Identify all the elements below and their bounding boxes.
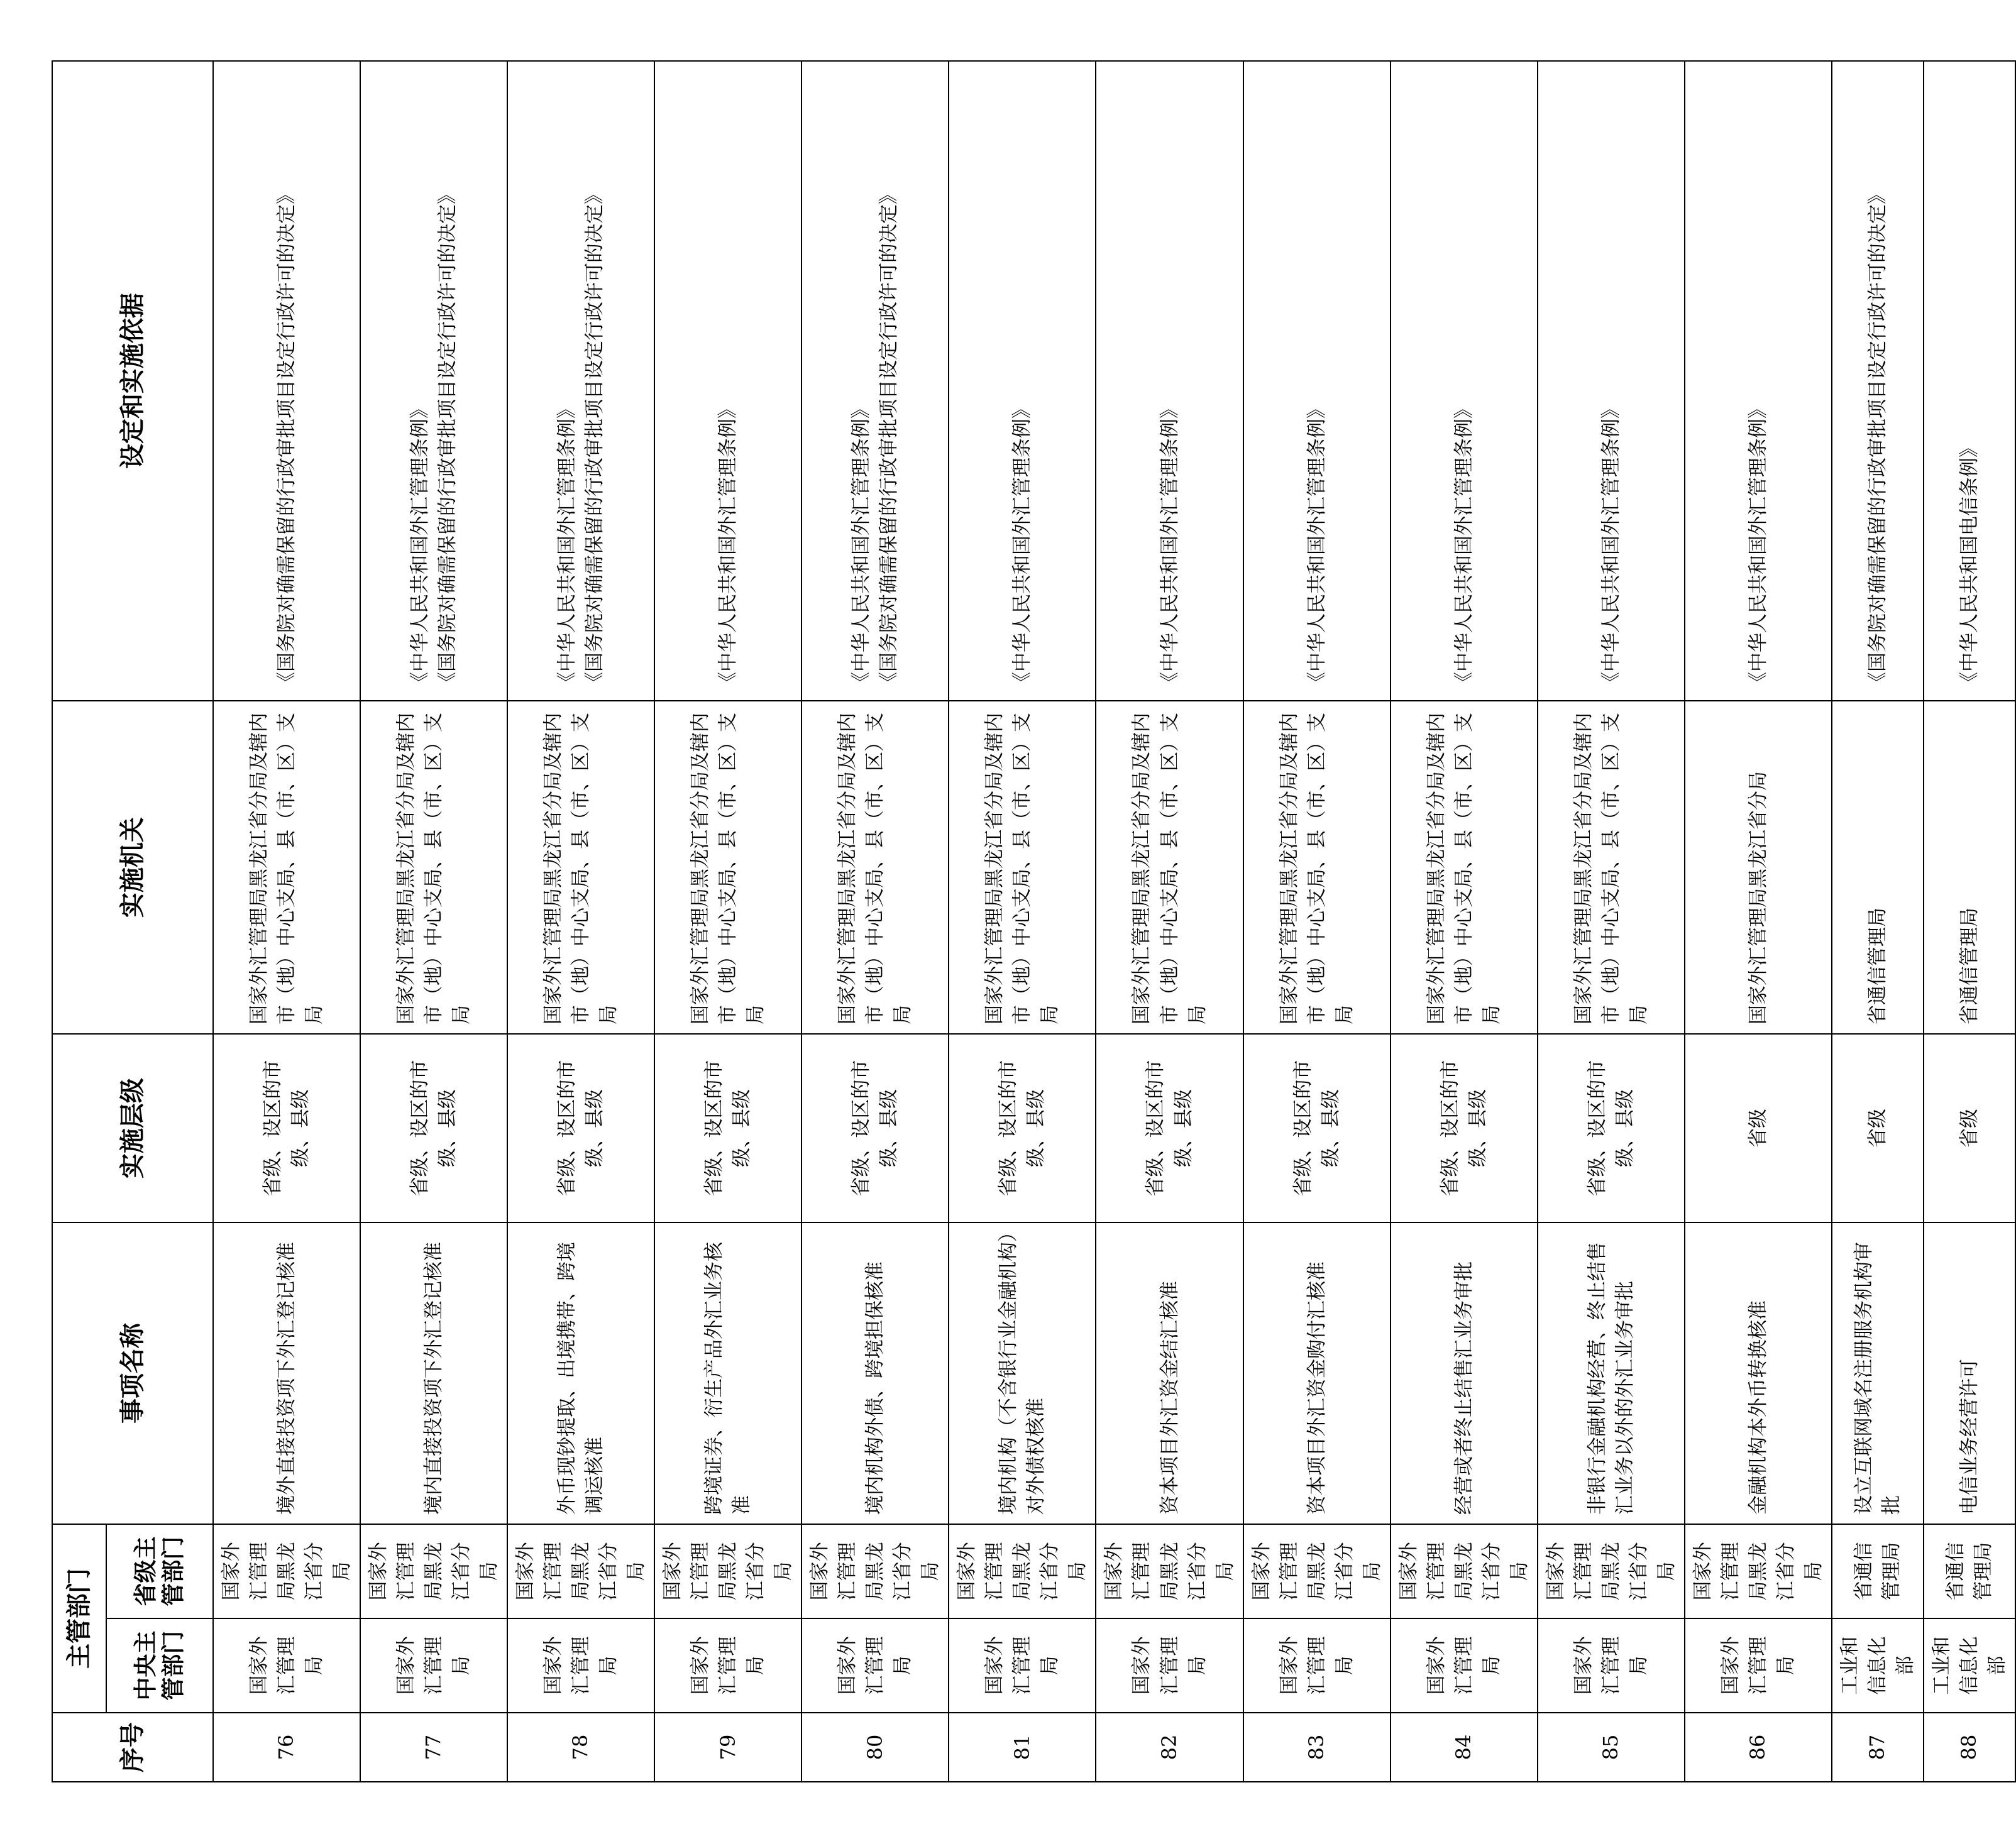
agency-cell: 国家外汇管理局黑龙江省分局及辖内市（地）中心支局、县（市、区）支局 xyxy=(1243,701,1391,1034)
basis-cell xyxy=(654,61,801,701)
table-row xyxy=(1685,61,1832,1782)
basis-line: 《中华人民共和国外汇管理条例》 xyxy=(1599,399,1622,691)
header-level: 实施层级 xyxy=(52,1034,213,1222)
agency-cell: 国家外汇管理局黑龙江省分局及辖内市（地）中心支局、县（市、区）支局 xyxy=(360,701,507,1034)
table-row xyxy=(213,61,360,1782)
table-row xyxy=(507,61,654,1782)
agency-cell: 国家外汇管理局黑龙江省分局及辖内市（地）中心支局、县（市、区）支局 xyxy=(1391,701,1538,1034)
header-agency: 实施机关 xyxy=(52,701,213,1034)
agency-cell: 省通信管理局 xyxy=(1832,701,1924,1034)
item-name-cell: 资本项目外汇资金结汇核准 xyxy=(1096,1222,1243,1524)
basis-cell xyxy=(801,61,949,701)
row-number: 88 xyxy=(1924,1713,2015,1782)
item-name-cell: 金融机构本外币转换核准 xyxy=(1685,1222,1832,1524)
row-number: 85 xyxy=(1538,1713,1685,1782)
basis-line: 《国务院对确需保留的行政审批项目设定行政许可的决定》 xyxy=(436,185,460,691)
basis-line: 《中华人民共和国外汇管理条例》 xyxy=(1011,399,1034,691)
central-dept-cell: 工业和信息化部 xyxy=(1924,1618,2015,1713)
header-basis: 设定和实施依据 xyxy=(52,61,213,701)
row-number: 79 xyxy=(654,1713,801,1782)
row-number: 81 xyxy=(949,1713,1096,1782)
table-row xyxy=(949,61,1096,1782)
basis-line: 《中华人民共和国外汇管理条例》 xyxy=(717,399,740,691)
basis-line: 《中华人民共和国外汇管理条例》 xyxy=(1158,399,1181,691)
item-name-cell: 电信业务经营许可 xyxy=(1924,1222,2015,1524)
item-name-cell: 境外直接投资项下外汇登记核准 xyxy=(213,1222,360,1524)
item-name-cell: 境内机构（不含银行业金融机构）对外债权核准 xyxy=(949,1222,1096,1524)
permit-table xyxy=(52,60,2016,1782)
provincial-dept-cell: 国家外汇管理局黑龙江省分局 xyxy=(213,1524,360,1618)
basis-cell xyxy=(949,61,1096,701)
central-dept-cell: 国家外汇管理局 xyxy=(1096,1618,1243,1713)
level-cell: 省级 xyxy=(1924,1034,2015,1222)
row-number: 77 xyxy=(360,1713,507,1782)
table-row xyxy=(1832,61,1924,1782)
basis-cell xyxy=(507,61,654,701)
item-name-cell: 非银行金融机构经营、终止结售汇业务以外的外汇业务审批 xyxy=(1538,1222,1685,1524)
provincial-dept-cell: 省通信管理局 xyxy=(1924,1524,2015,1618)
table-row xyxy=(801,61,949,1782)
level-cell: 省级、设区的市级、县级 xyxy=(213,1034,360,1222)
row-number: 83 xyxy=(1243,1713,1391,1782)
provincial-dept-cell: 国家外汇管理局黑龙江省分局 xyxy=(1391,1524,1538,1618)
basis-line: 《国务院对确需保留的行政审批项目设定行政许可的决定》 xyxy=(275,185,299,691)
table-row xyxy=(1096,61,1243,1782)
provincial-dept-cell: 国家外汇管理局黑龙江省分局 xyxy=(801,1524,949,1618)
header-seq: 序号 xyxy=(52,1713,213,1782)
basis-cell xyxy=(213,61,360,701)
row-number: 87 xyxy=(1832,1713,1924,1782)
provincial-dept-cell: 省通信管理局 xyxy=(1832,1524,1924,1618)
provincial-dept-cell: 国家外汇管理局黑龙江省分局 xyxy=(1243,1524,1391,1618)
central-dept-cell: 国家外汇管理局 xyxy=(949,1618,1096,1713)
central-dept-cell: 国家外汇管理局 xyxy=(507,1618,654,1713)
row-number: 76 xyxy=(213,1713,360,1782)
provincial-dept-cell: 国家外汇管理局黑龙江省分局 xyxy=(1685,1524,1832,1618)
basis-line: 《国务院对确需保留的行政审批项目设定行政许可的决定》 xyxy=(583,185,607,691)
table-row xyxy=(654,61,801,1782)
central-dept-cell: 国家外汇管理局 xyxy=(654,1618,801,1713)
item-name-cell: 资本项目外汇资金购付汇核准 xyxy=(1243,1222,1391,1524)
central-dept-cell: 国家外汇管理局 xyxy=(1391,1618,1538,1713)
basis-line: 《中华人民共和国外汇管理条例》 xyxy=(1305,399,1328,691)
header-item: 事项名称 xyxy=(52,1222,213,1524)
row-number: 80 xyxy=(801,1713,949,1782)
header-central: 中央主管部门 xyxy=(106,1618,213,1713)
header-provincial: 省级主管部门 xyxy=(106,1524,213,1618)
central-dept-cell: 国家外汇管理局 xyxy=(1538,1618,1685,1713)
item-name-cell: 境内机构外债、跨境担保核准 xyxy=(801,1222,949,1524)
provincial-dept-cell: 国家外汇管理局黑龙江省分局 xyxy=(1538,1524,1685,1618)
item-name-cell: 设立互联网域名注册服务机构审批 xyxy=(1832,1222,1924,1524)
central-dept-cell: 工业和信息化部 xyxy=(1832,1618,1924,1713)
agency-cell: 国家外汇管理局黑龙江省分局及辖内市（地）中心支局、县（市、区）支局 xyxy=(654,701,801,1034)
table-row xyxy=(1391,61,1538,1782)
provincial-dept-cell: 国家外汇管理局黑龙江省分局 xyxy=(654,1524,801,1618)
agency-cell: 国家外汇管理局黑龙江省分局及辖内市（地）中心支局、县（市、区）支局 xyxy=(1538,701,1685,1034)
basis-cell xyxy=(1924,61,2015,701)
table-row xyxy=(1538,61,1685,1782)
level-cell: 省级、设区的市级、县级 xyxy=(360,1034,507,1222)
table-body xyxy=(213,61,2015,1782)
agency-cell: 国家外汇管理局黑龙江省分局及辖内市（地）中心支局、县（市、区）支局 xyxy=(213,701,360,1034)
provincial-dept-cell: 国家外汇管理局黑龙江省分局 xyxy=(1096,1524,1243,1618)
level-cell: 省级、设区的市级、县级 xyxy=(1538,1034,1685,1222)
agency-cell: 国家外汇管理局黑龙江省分局及辖内市（地）中心支局、县（市、区）支局 xyxy=(507,701,654,1034)
agency-cell: 国家外汇管理局黑龙江省分局及辖内市（地）中心支局、县（市、区）支局 xyxy=(949,701,1096,1034)
level-cell: 省级、设区的市级、县级 xyxy=(1243,1034,1391,1222)
agency-cell: 国家外汇管理局黑龙江省分局及辖内市（地）中心支局、县（市、区）支局 xyxy=(801,701,949,1034)
basis-cell xyxy=(1243,61,1391,701)
basis-line: 《国务院对确需保留的行政审批项目设定行政许可的决定》 xyxy=(1866,185,1889,691)
basis-line: 《中华人民共和国外汇管理条例》 xyxy=(556,399,579,691)
basis-cell xyxy=(1391,61,1538,701)
provincial-dept-cell: 国家外汇管理局黑龙江省分局 xyxy=(949,1524,1096,1618)
basis-cell xyxy=(1096,61,1243,701)
header-dept: 主管部门 xyxy=(52,1524,106,1713)
level-cell: 省级 xyxy=(1832,1034,1924,1222)
level-cell: 省级、设区的市级、县级 xyxy=(654,1034,801,1222)
basis-cell xyxy=(1832,61,1924,701)
basis-cell xyxy=(1538,61,1685,701)
table-row xyxy=(1924,61,2015,1782)
item-name-cell: 外币现钞提取、出境携带、跨境调运核准 xyxy=(507,1222,654,1524)
header-row-1 xyxy=(52,61,106,1782)
rotated-page xyxy=(52,62,2008,1782)
row-number: 84 xyxy=(1391,1713,1538,1782)
level-cell: 省级、设区的市级、县级 xyxy=(1391,1034,1538,1222)
level-cell: 省级 xyxy=(1685,1034,1832,1222)
basis-line: 《中华人民共和国外汇管理条例》 xyxy=(850,399,873,691)
agency-cell: 省通信管理局 xyxy=(1924,701,2015,1034)
table-row xyxy=(360,61,507,1782)
basis-cell xyxy=(360,61,507,701)
level-cell: 省级、设区的市级、县级 xyxy=(507,1034,654,1222)
basis-line: 《中华人民共和国外汇管理条例》 xyxy=(409,399,432,691)
provincial-dept-cell: 国家外汇管理局黑龙江省分局 xyxy=(360,1524,507,1618)
level-cell: 省级、设区的市级、县级 xyxy=(801,1034,949,1222)
level-cell: 省级、设区的市级、县级 xyxy=(949,1034,1096,1222)
item-name-cell: 境内直接投资项下外汇登记核准 xyxy=(360,1222,507,1524)
basis-line: 《中华人民共和国外汇管理条例》 xyxy=(1452,399,1475,691)
provincial-dept-cell: 国家外汇管理局黑龙江省分局 xyxy=(507,1524,654,1618)
central-dept-cell: 国家外汇管理局 xyxy=(801,1618,949,1713)
basis-cell xyxy=(1685,61,1832,701)
item-name-cell: 经营或者终止结售汇业务审批 xyxy=(1391,1222,1538,1524)
level-cell: 省级、设区的市级、县级 xyxy=(1096,1034,1243,1222)
table-row xyxy=(1243,61,1391,1782)
basis-line: 《国务院对确需保留的行政审批项目设定行政许可的决定》 xyxy=(878,185,901,691)
agency-cell: 国家外汇管理局黑龙江省分局及辖内市（地）中心支局、县（市、区）支局 xyxy=(1096,701,1243,1034)
central-dept-cell: 国家外汇管理局 xyxy=(1685,1618,1832,1713)
central-dept-cell: 国家外汇管理局 xyxy=(213,1618,360,1713)
row-number: 86 xyxy=(1685,1713,1832,1782)
item-name-cell: 跨境证券、衍生产品外汇业务核准 xyxy=(654,1222,801,1524)
central-dept-cell: 国家外汇管理局 xyxy=(1243,1618,1391,1713)
row-number: 82 xyxy=(1096,1713,1243,1782)
row-number: 78 xyxy=(507,1713,654,1782)
central-dept-cell: 国家外汇管理局 xyxy=(360,1618,507,1713)
basis-line: 《中华人民共和国电信条例》 xyxy=(1958,438,1981,691)
agency-cell: 国家外汇管理局黑龙江省分局 xyxy=(1685,701,1832,1034)
basis-line: 《中华人民共和国外汇管理条例》 xyxy=(1746,399,1770,691)
